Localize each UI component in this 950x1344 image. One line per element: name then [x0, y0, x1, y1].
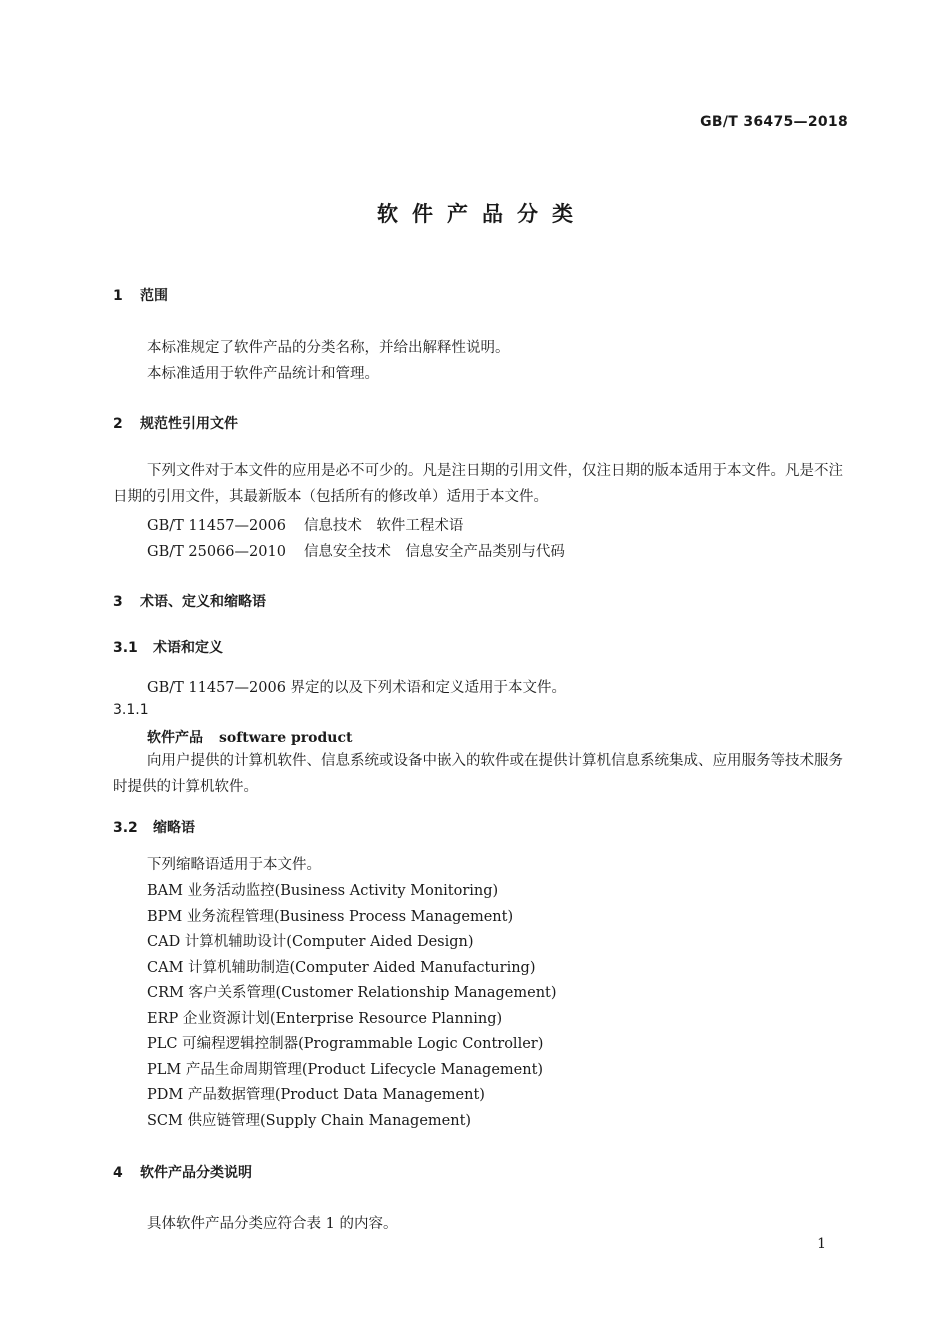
section-4-paragraph: 具体软件产品分类应符合表 1 的内容。: [147, 1216, 398, 1232]
section-2-intro: 下列文件对于本文件的应用是必不可少的。凡是注日期的引用文件，仅注日期的版本适用于本文件。凡是不注日期的引用文件，其最新版本（包括所有的修改单）适用于本文件。: [113, 463, 843, 505]
abbreviation-item: BPM 业务流程管理(Business Process Management): [147, 909, 514, 925]
section-1-heading: 1 范围: [113, 288, 168, 304]
section-3-1-intro: GB/T 11457—2006 界定的以及下列术语和定义适用于本文件。: [147, 680, 567, 696]
abbreviation-item: SCM 供应链管理(Supply Chain Management): [147, 1113, 472, 1129]
abbreviation-item: PLC 可编程逻辑控制器(Programmable Logic Controller): [147, 1036, 544, 1052]
normative-reference: GB/T 25066—2010 信息安全技术 信息安全产品类别与代码: [147, 544, 565, 560]
section-3-1-heading: 3.1 术语和定义: [113, 640, 223, 656]
abbreviation-item: CAM 计算机辅助制造(Computer Aided Manufacturing): [147, 960, 536, 976]
abbreviation-item: BAM 业务活动监控(Business Activity Monitoring): [147, 883, 499, 899]
abbreviation-item: PDM 产品数据管理(Product Data Management): [147, 1087, 485, 1103]
section-2-heading: 2 规范性引用文件: [113, 416, 238, 432]
term-number: 3.1.1: [113, 702, 149, 718]
abbreviation-item: CRM 客户关系管理(Customer Relationship Management): [147, 985, 557, 1001]
section-3-2-heading: 3.2 缩略语: [113, 820, 195, 836]
document-title: 软件产品分类: [377, 202, 587, 226]
section-3-2-intro: 下列缩略语适用于本文件。: [147, 857, 321, 873]
abbreviation-item: PLM 产品生命周期管理(Product Lifecycle Management): [147, 1062, 544, 1078]
section-4-heading: 4 软件产品分类说明: [113, 1165, 252, 1181]
section-1-paragraph: 本标准适用于软件产品统计和管理。: [147, 366, 379, 382]
page-number: 1: [817, 1236, 826, 1252]
normative-reference: GB/T 11457—2006 信息技术 软件工程术语: [147, 518, 464, 534]
standard-code: GB/T 36475—2018: [700, 114, 848, 130]
term-definition: 向用户提供的计算机软件、信息系统或设备中嵌入的软件或在提供计算机信息系统集成、应用服务等技术服务时提供的计算机软件。: [113, 753, 843, 795]
abbreviation-item: CAD 计算机辅助设计(Computer Aided Design): [147, 934, 474, 950]
abbreviation-item: ERP 企业资源计划(Enterprise Resource Planning): [147, 1011, 503, 1027]
term-name: 软件产品 software product: [147, 730, 353, 746]
section-1-paragraph: 本标准规定了软件产品的分类名称，并给出解释性说明。: [147, 340, 510, 356]
section-3-heading: 3 术语、定义和缩略语: [113, 594, 266, 610]
